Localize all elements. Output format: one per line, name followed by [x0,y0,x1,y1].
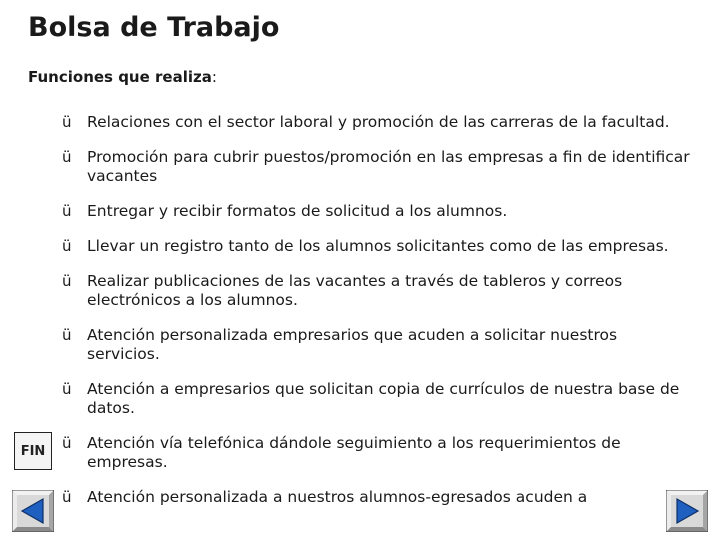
list-item [62,488,694,507]
list-item-text: Promoción para cubrir puestos/promoción en las empresas a fin de identificar vacantes [87,148,690,185]
list-item [62,113,694,132]
check-bullet-icon: ü [62,113,72,131]
check-bullet-icon: ü [62,434,72,452]
list-item-text: Entregar y recibir formatos de solicitud a los alumnos. [87,202,508,220]
check-bullet-icon: ü [62,202,72,220]
list-item [62,148,694,186]
list-item [62,237,694,256]
list-item [62,326,694,364]
triangle-right-icon [666,490,708,532]
list-item-text: Atención personalizada a nuestros alumnos-egresados acuden a [87,488,588,506]
list-item-text: Llevar un registro tanto de los alumnos solicitantes como de las empresas. [87,237,669,255]
list-item-text: Atención vía telefónica dándole seguimiento a los requerimientos de empresas. [87,434,621,471]
list-item-text: Atención a empresarios que solicitan copia de currículos de nuestra base de datos. [87,380,680,417]
functions-list [62,113,694,523]
check-bullet-icon: ü [62,237,72,255]
check-bullet-icon: ü [62,148,72,166]
list-item [62,380,694,418]
list-item [62,434,694,472]
subtitle-colon: : [211,68,217,86]
slide-subtitle [28,68,217,86]
check-bullet-icon: ü [62,272,72,290]
list-item [62,202,694,221]
subtitle-text: Funciones que realiza [28,68,212,86]
next-slide-button[interactable] [666,490,708,532]
fin-button[interactable]: FIN [14,432,52,470]
list-item-text: Realizar publicaciones de las vacantes a través de tableros y correos electrónicos a los alumnos. [87,272,623,309]
list-item-text: Relaciones con el sector laboral y promoción de las carreras de la facultad. [87,113,670,131]
slide-title: Bolsa de Trabajo [28,12,280,43]
triangle-left-icon [12,490,54,532]
list-item [62,272,694,310]
list-item-text: Atención personalizada empresarios que acuden a solicitar nuestros servicios. [87,326,618,363]
check-bullet-icon: ü [62,488,72,506]
check-bullet-icon: ü [62,326,72,344]
check-bullet-icon: ü [62,380,72,398]
previous-slide-button[interactable] [12,490,54,532]
